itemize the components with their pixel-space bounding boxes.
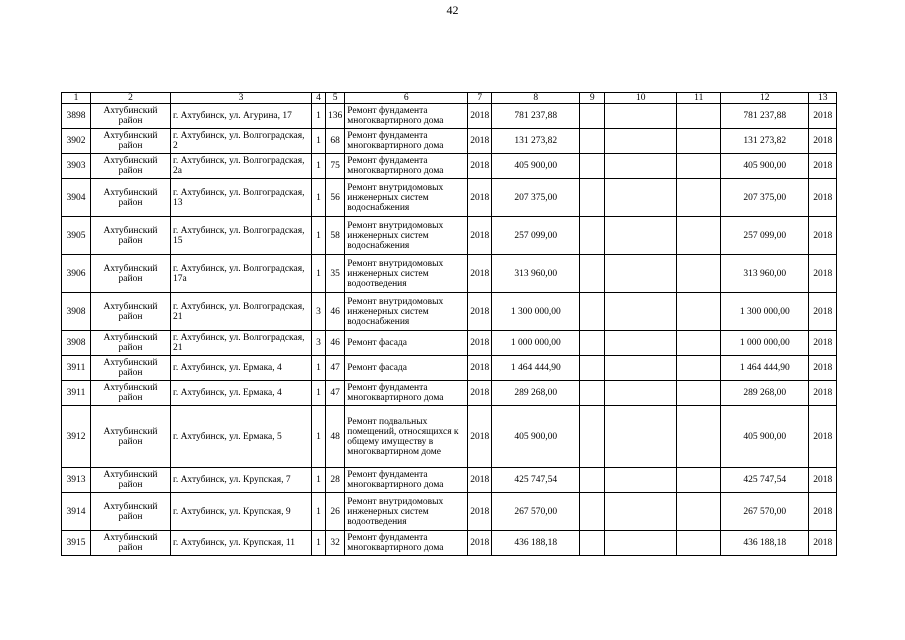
row-id: 3911 (62, 381, 91, 406)
row-col5: 136 (326, 104, 345, 129)
col-header-11: 11 (677, 93, 721, 104)
row-col11 (677, 493, 721, 531)
row-id: 3915 (62, 531, 91, 556)
row-total: 436 188,18 (721, 531, 809, 556)
row-year: 2018 (468, 104, 492, 129)
row-district: Ахтубинский район (91, 356, 171, 381)
row-work-type: Ремонт внутридомовых инженерных систем водоотведения (345, 255, 468, 293)
col-header-8: 8 (492, 93, 580, 104)
row-work-type: Ремонт фундамента многоквартирного дома (345, 381, 468, 406)
row-col13: 2018 (809, 356, 837, 381)
row-col10 (605, 493, 677, 531)
row-col4: 1 (312, 468, 326, 493)
row-district: Ахтубинский район (91, 381, 171, 406)
row-sum: 1 000 000,00 (492, 331, 580, 356)
row-work-type: Ремонт фундамента многоквартирного дома (345, 468, 468, 493)
row-col4: 1 (312, 154, 326, 179)
row-col9 (580, 493, 605, 531)
row-total: 257 099,00 (721, 217, 809, 255)
row-work-type: Ремонт внутридомовых инженерных систем водоснабжения (345, 217, 468, 255)
row-year: 2018 (468, 293, 492, 331)
row-id: 3906 (62, 255, 91, 293)
row-year: 2018 (468, 331, 492, 356)
row-col5: 26 (326, 493, 345, 531)
row-col13: 2018 (809, 104, 837, 129)
table-row (62, 293, 837, 331)
row-col10 (605, 468, 677, 493)
row-id: 3913 (62, 468, 91, 493)
row-col9 (580, 468, 605, 493)
row-col10 (605, 531, 677, 556)
row-district: Ахтубинский район (91, 179, 171, 217)
row-sum: 1 464 444,90 (492, 356, 580, 381)
row-sum: 257 099,00 (492, 217, 580, 255)
row-year: 2018 (468, 255, 492, 293)
row-work-type: Ремонт внутридомовых инженерных систем водоотведения (345, 493, 468, 531)
row-address: г. Ахтубинск, ул. Крупская, 11 (171, 531, 312, 556)
row-col4: 3 (312, 293, 326, 331)
row-work-type: Ремонт подвальных помещений, относящихся к общему имуществу в многоквартирном доме (345, 406, 468, 468)
row-address: г. Ахтубинск, ул. Крупская, 7 (171, 468, 312, 493)
row-col10 (605, 356, 677, 381)
table-row (62, 493, 837, 531)
row-year: 2018 (468, 493, 492, 531)
row-sum: 207 375,00 (492, 179, 580, 217)
col-header-2: 2 (91, 93, 171, 104)
row-col4: 1 (312, 406, 326, 468)
col-header-6: 6 (345, 93, 468, 104)
row-col4: 1 (312, 493, 326, 531)
row-work-type: Ремонт фундамента многоквартирного дома (345, 129, 468, 154)
table-row (62, 255, 837, 293)
row-total: 207 375,00 (721, 179, 809, 217)
register-table (61, 92, 837, 556)
row-col10 (605, 255, 677, 293)
row-col5: 68 (326, 129, 345, 154)
row-district: Ахтубинский район (91, 154, 171, 179)
row-district: Ахтубинский район (91, 531, 171, 556)
row-col9 (580, 356, 605, 381)
row-sum: 436 188,18 (492, 531, 580, 556)
row-col13: 2018 (809, 129, 837, 154)
row-sum: 1 300 000,00 (492, 293, 580, 331)
row-col4: 1 (312, 255, 326, 293)
table-row (62, 331, 837, 356)
row-col11 (677, 179, 721, 217)
row-work-type: Ремонт внутридомовых инженерных систем водоснабжения (345, 293, 468, 331)
row-col13: 2018 (809, 179, 837, 217)
table-row (62, 468, 837, 493)
row-year: 2018 (468, 154, 492, 179)
row-col10 (605, 129, 677, 154)
row-district: Ахтубинский район (91, 217, 171, 255)
row-sum: 267 570,00 (492, 493, 580, 531)
row-work-type: Ремонт фасада (345, 356, 468, 381)
row-address: г. Ахтубинск, ул. Волгоградская, 13 (171, 179, 312, 217)
row-col11 (677, 104, 721, 129)
row-address: г. Ахтубинск, ул. Ермака, 5 (171, 406, 312, 468)
row-total: 267 570,00 (721, 493, 809, 531)
row-district: Ахтубинский район (91, 493, 171, 531)
row-col5: 32 (326, 531, 345, 556)
row-col13: 2018 (809, 493, 837, 531)
row-col5: 75 (326, 154, 345, 179)
row-address: г. Ахтубинск, ул. Волгоградская, 2 (171, 129, 312, 154)
row-total: 131 273,82 (721, 129, 809, 154)
row-col4: 1 (312, 217, 326, 255)
row-sum: 313 960,00 (492, 255, 580, 293)
row-col5: 47 (326, 381, 345, 406)
row-col4: 3 (312, 331, 326, 356)
row-col9 (580, 255, 605, 293)
row-id: 3905 (62, 217, 91, 255)
page-number: 42 (446, 3, 459, 17)
row-col9 (580, 217, 605, 255)
row-address: г. Ахтубинск, ул. Агурина, 17 (171, 104, 312, 129)
row-col13: 2018 (809, 531, 837, 556)
table-row (62, 406, 837, 468)
table-row (62, 179, 837, 217)
row-address: г. Ахтубинск, ул. Ермака, 4 (171, 381, 312, 406)
row-district: Ахтубинский район (91, 104, 171, 129)
row-id: 3911 (62, 356, 91, 381)
row-address: г. Ахтубинск, ул. Ермака, 4 (171, 356, 312, 381)
row-col11 (677, 154, 721, 179)
col-header-13: 13 (809, 93, 837, 104)
row-col13: 2018 (809, 293, 837, 331)
row-id: 3898 (62, 104, 91, 129)
row-sum: 405 900,00 (492, 154, 580, 179)
row-district: Ахтубинский район (91, 331, 171, 356)
table-row (62, 217, 837, 255)
col-header-1: 1 (62, 93, 91, 104)
row-col9 (580, 406, 605, 468)
table-row (62, 129, 837, 154)
row-col13: 2018 (809, 468, 837, 493)
row-total: 1 300 000,00 (721, 293, 809, 331)
row-id: 3914 (62, 493, 91, 531)
row-col4: 1 (312, 129, 326, 154)
row-year: 2018 (468, 531, 492, 556)
row-col5: 46 (326, 331, 345, 356)
row-sum: 131 273,82 (492, 129, 580, 154)
row-col5: 35 (326, 255, 345, 293)
row-address: г. Ахтубинск, ул. Волгоградская, 17а (171, 255, 312, 293)
row-total: 425 747,54 (721, 468, 809, 493)
row-col13: 2018 (809, 217, 837, 255)
row-col11 (677, 255, 721, 293)
row-col4: 1 (312, 381, 326, 406)
row-year: 2018 (468, 356, 492, 381)
row-col9 (580, 331, 605, 356)
row-district: Ахтубинский район (91, 293, 171, 331)
table-row (62, 381, 837, 406)
col-header-3: 3 (171, 93, 312, 104)
row-col9 (580, 531, 605, 556)
row-work-type: Ремонт внутридомовых инженерных систем водоснабжения (345, 179, 468, 217)
row-year: 2018 (468, 381, 492, 406)
row-address: г. Ахтубинск, ул. Волгоградская, 21 (171, 293, 312, 331)
col-header-10: 10 (605, 93, 677, 104)
row-col5: 47 (326, 356, 345, 381)
row-id: 3904 (62, 179, 91, 217)
row-sum: 405 900,00 (492, 406, 580, 468)
row-address: г. Ахтубинск, ул. Волгоградская, 2а (171, 154, 312, 179)
row-col10 (605, 293, 677, 331)
row-col13: 2018 (809, 381, 837, 406)
row-id: 3912 (62, 406, 91, 468)
row-col5: 56 (326, 179, 345, 217)
row-year: 2018 (468, 468, 492, 493)
row-col9 (580, 154, 605, 179)
row-col9 (580, 104, 605, 129)
row-col11 (677, 217, 721, 255)
row-col11 (677, 331, 721, 356)
row-col4: 1 (312, 356, 326, 381)
row-col11 (677, 293, 721, 331)
row-sum: 289 268,00 (492, 381, 580, 406)
row-year: 2018 (468, 406, 492, 468)
table-row (62, 531, 837, 556)
row-col13: 2018 (809, 255, 837, 293)
row-work-type: Ремонт фундамента многоквартирного дома (345, 531, 468, 556)
table-row (62, 356, 837, 381)
row-col10 (605, 179, 677, 217)
row-sum: 425 747,54 (492, 468, 580, 493)
row-work-type: Ремонт фундамента многоквартирного дома (345, 104, 468, 129)
col-header-4: 4 (312, 93, 326, 104)
row-col4: 1 (312, 104, 326, 129)
header-row (62, 93, 837, 104)
row-work-type: Ремонт фасада (345, 331, 468, 356)
row-col5: 48 (326, 406, 345, 468)
table-row (62, 154, 837, 179)
row-col5: 58 (326, 217, 345, 255)
row-col9 (580, 129, 605, 154)
row-col4: 1 (312, 179, 326, 217)
row-id: 3903 (62, 154, 91, 179)
row-col5: 28 (326, 468, 345, 493)
row-sum: 781 237,88 (492, 104, 580, 129)
row-col11 (677, 468, 721, 493)
row-col10 (605, 104, 677, 129)
row-work-type: Ремонт фундамента многоквартирного дома (345, 154, 468, 179)
col-header-5: 5 (326, 93, 345, 104)
row-total: 1 000 000,00 (721, 331, 809, 356)
row-col9 (580, 381, 605, 406)
row-col11 (677, 531, 721, 556)
col-header-12: 12 (721, 93, 809, 104)
row-total: 313 960,00 (721, 255, 809, 293)
row-total: 405 900,00 (721, 154, 809, 179)
row-col13: 2018 (809, 154, 837, 179)
row-address: г. Ахтубинск, ул. Волгоградская, 15 (171, 217, 312, 255)
row-year: 2018 (468, 217, 492, 255)
row-col11 (677, 406, 721, 468)
row-year: 2018 (468, 179, 492, 217)
row-district: Ахтубинский район (91, 468, 171, 493)
row-id: 3908 (62, 331, 91, 356)
row-district: Ахтубинский район (91, 406, 171, 468)
row-col5: 46 (326, 293, 345, 331)
table-row (62, 104, 837, 129)
row-district: Ахтубинский район (91, 255, 171, 293)
col-header-7: 7 (468, 93, 492, 104)
row-total: 405 900,00 (721, 406, 809, 468)
row-col10 (605, 381, 677, 406)
row-col9 (580, 179, 605, 217)
row-total: 781 237,88 (721, 104, 809, 129)
row-district: Ахтубинский район (91, 129, 171, 154)
row-id: 3902 (62, 129, 91, 154)
row-col13: 2018 (809, 406, 837, 468)
row-col4: 1 (312, 531, 326, 556)
row-year: 2018 (468, 129, 492, 154)
row-col10 (605, 406, 677, 468)
row-id: 3908 (62, 293, 91, 331)
row-col11 (677, 129, 721, 154)
row-col10 (605, 154, 677, 179)
row-total: 1 464 444,90 (721, 356, 809, 381)
row-col13: 2018 (809, 331, 837, 356)
row-col11 (677, 356, 721, 381)
row-total: 289 268,00 (721, 381, 809, 406)
row-col9 (580, 293, 605, 331)
row-col10 (605, 217, 677, 255)
col-header-9: 9 (580, 93, 605, 104)
row-address: г. Ахтубинск, ул. Волгоградская, 21 (171, 331, 312, 356)
row-col10 (605, 331, 677, 356)
row-address: г. Ахтубинск, ул. Крупская, 9 (171, 493, 312, 531)
row-col11 (677, 381, 721, 406)
